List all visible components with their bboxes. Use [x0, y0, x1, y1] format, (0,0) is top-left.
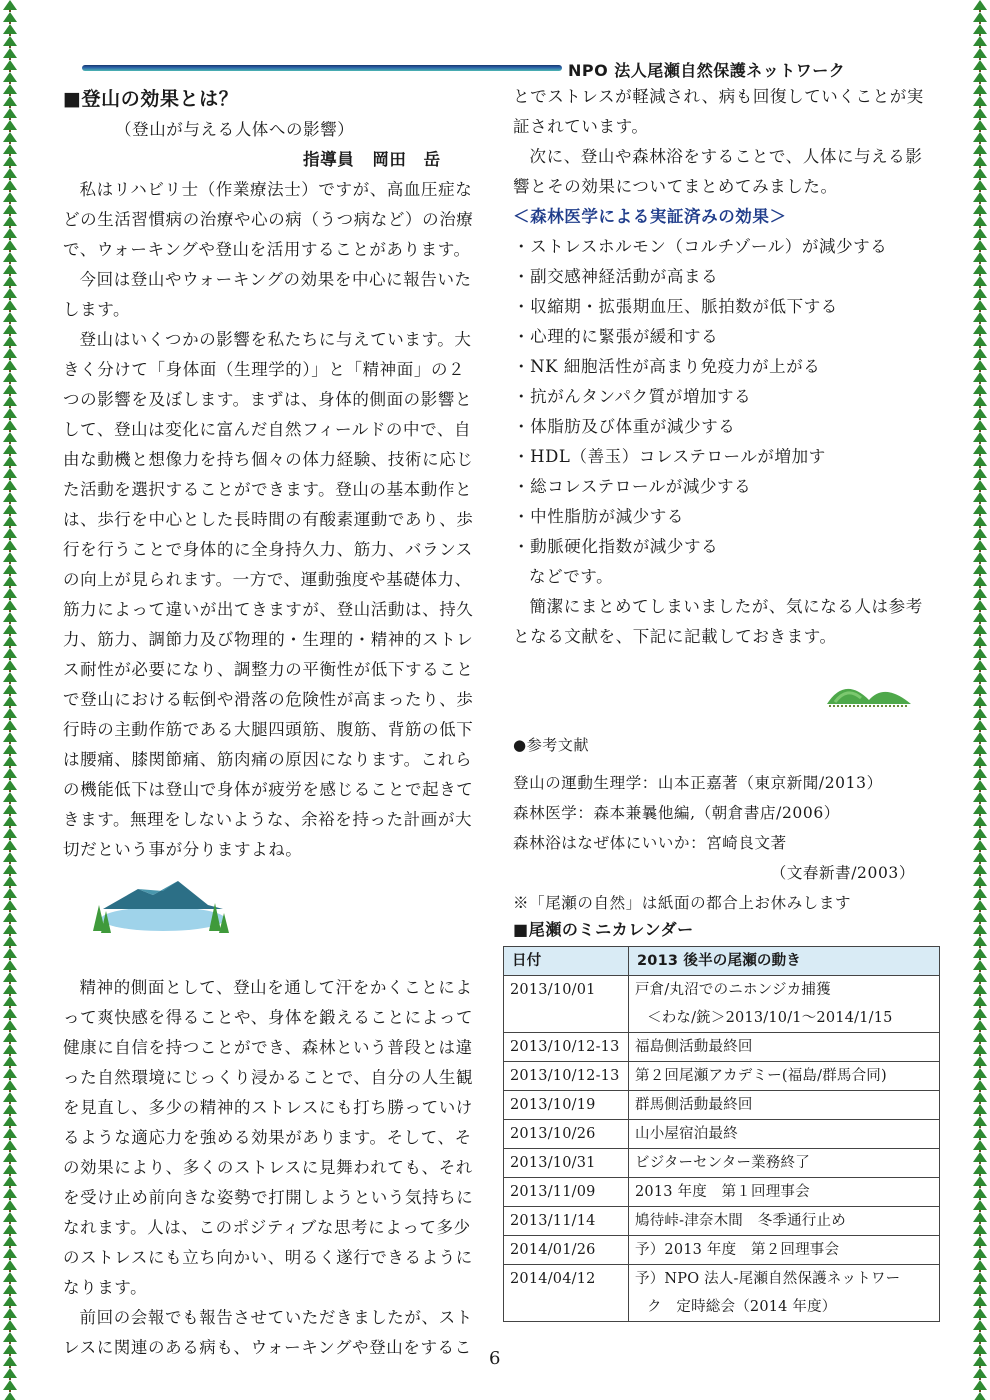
- article-author: [303, 145, 481, 175]
- list-item: ・ストレスホルモン（コルチゾール）が減少する: [513, 237, 888, 256]
- cell-event: ビジターセンター業務終了: [629, 1149, 940, 1178]
- list-item: ・体脂肪及び体重が減少する: [513, 417, 736, 436]
- references-heading: ●参考文献: [513, 736, 590, 754]
- cell-event: 山小屋宿泊最終: [629, 1120, 940, 1149]
- table-row: [504, 1120, 940, 1149]
- column-header-event: 2013 後半の尾瀬の動き: [629, 947, 940, 976]
- paragraph: 簡潔にまとめてしまいましたが、気になる人は参考となる文献を、下記に記載しておきます。: [513, 597, 923, 646]
- event-line: 戸倉/丸沼でのニホンジカ捕獲: [635, 982, 831, 998]
- cell-event: 2013 年度 第１回理事会: [629, 1178, 940, 1207]
- table-row: [504, 1207, 940, 1236]
- cell-date: 2013/11/09: [504, 1178, 629, 1207]
- list-item: ・中性脂肪が減少する: [513, 507, 684, 526]
- table-header-row: [504, 947, 940, 976]
- event-line: 予）NPO 法人-尾瀬自然保護ネットワー: [635, 1271, 901, 1287]
- article-subtitle: （登山が与える人体への影響）: [115, 120, 355, 139]
- cell-date: 2014/01/26: [504, 1236, 629, 1265]
- effects-heading: ＜森林医学による実証済みの効果＞: [513, 207, 787, 226]
- paragraph: 精神的側面として、登山を通して汗をかくことによって爽快感を得ることや、身体を鍛えることによって健康に自信を持つことができ、森林という普段とは違った自然環境にじっくり浸かることで、自分の人生観を見直し、多少の精神的ストレスにも打ち勝っていけるような適応力を強める効果があります。そして、その効果により、多くのストレスに見舞われても、それを受け止め前向きな姿勢で打開しようという気持ちになれます。人は、このポジティブな思考によって多少のストレスにも立ち向かい、明るく遂行できるようになります。: [63, 978, 474, 1297]
- left-tree-border: [2, 0, 18, 1400]
- cell-event: [629, 976, 940, 1033]
- cell-event: 群馬側活動最終回: [629, 1091, 940, 1120]
- cell-date: 2013/10/31: [504, 1149, 629, 1178]
- event-line: ク 定時総会（2014 年度）: [647, 1299, 837, 1315]
- cell-event: 福島側活動最終回: [629, 1033, 940, 1062]
- list-item: ・収縮期・拡張期血圧、脈拍数が低下する: [513, 297, 838, 316]
- author-role: 指導員: [303, 150, 355, 169]
- list-item: ・副交感神経活動が高まる: [513, 267, 719, 286]
- article-title: ■登山の効果とは？: [63, 88, 239, 110]
- mountain-lake-illustration: [83, 875, 233, 935]
- table-row: [504, 1062, 940, 1091]
- table-row: [504, 1236, 940, 1265]
- cell-event: 鳩待峠-津奈木間 冬季通行止め: [629, 1207, 940, 1236]
- cell-date: 2013/10/19: [504, 1091, 629, 1120]
- reference-item: 森林医学：森本兼曩他編,（朝倉書店/2006）: [513, 804, 840, 822]
- mini-calendar-table: [503, 946, 940, 1322]
- table-row: [504, 1033, 940, 1062]
- cell-date: 2013/10/01: [504, 976, 629, 1033]
- right-tree-border: [972, 0, 988, 1400]
- paragraph: 今回は登山やウォーキングの効果を中心に報告いたします。: [63, 270, 472, 319]
- cell-date: 2014/04/12: [504, 1265, 629, 1322]
- reference-item: 森林浴はなぜ体にいいか：宮崎良文著: [513, 834, 787, 852]
- cell-date: 2013/10/12-13: [504, 1062, 629, 1091]
- cell-date: 2013/10/26: [504, 1120, 629, 1149]
- table-row: [504, 1149, 940, 1178]
- paragraph: 登山はいくつかの影響を私たちに与えています。大きく分けて「身体面（生理学的）」と「精神面」の２つの影響を及ぼします。まずは、身体的側面の影響として、登山は変化に富んだ自然フィールドの中で、自由な動機と想像力を持ち個々の体力経験、技術に応じた活動を選択することができます。登山の基本動作とは、歩行を中心とした長時間の有酸素運動であり、歩行を行うことで身体的に全身持久力、筋力、バランスの向上が見られます。一方で、運動強度や基礎体力、筋力によって違いが出てきますが、登山活動は、持久力、筋力、調節力及び物理的・生理的・精神的ストレス耐性が必要になり、調整力の平衡性が低下することで登山における転倒や滑落の危険性が高まったり、歩行時の主動作筋である大腿四頭筋、腹筋、背筋の低下は腰痛、膝関節痛、筋肉痛の原因になります。これらの機能低下は登山で身体が疲労を感じることで起きてきます。無理をしないような、余裕を持った計画が大切だという事が分りますよね。: [63, 330, 474, 859]
- list-item: ・心理的に緊張が緩和する: [513, 327, 719, 346]
- page-number: 6: [489, 1348, 501, 1369]
- cell-event: [629, 1265, 940, 1322]
- paragraph: 私はリハビリ士（作業療法士）ですが、高血圧症などの生活習慣病の治療や心の病（うつ病など）の治療で、ウォーキングや登山を活用することがあります。: [63, 180, 474, 259]
- author-name: 岡田 岳: [372, 150, 441, 169]
- effects-list: [513, 232, 935, 562]
- header-decorative-bar: [82, 65, 562, 71]
- reference-item: 登山の運動生理学：山本正嘉著（東京新聞/2013）: [513, 774, 883, 792]
- event-line: ＜わな/銃＞2013/10/1～2014/1/15: [647, 1010, 893, 1026]
- list-item: ・HDL（善玉）コレステロールが増加す: [513, 447, 826, 466]
- effects-tail: などです。: [529, 567, 614, 586]
- organization-name: NPO 法人尾瀬自然保護ネットワーク: [568, 61, 846, 80]
- notice: ※「尾瀬の自然」は紙面の都合上お休みします: [513, 894, 852, 912]
- list-item: ・NK 細胞活性が高まり免疫力が上がる: [513, 357, 821, 376]
- right-column: [510, 82, 935, 1322]
- cell-event: 予）2013 年度 第２回理事会: [629, 1236, 940, 1265]
- column-header-date: 日付: [504, 947, 629, 976]
- paragraph: 前回の会報でも報告させていただきましたが、ストレスに関連のある病も、ウォーキングや登山をするこ: [63, 1308, 473, 1357]
- green-hills-illustration: [825, 672, 913, 712]
- calendar-heading: ■尾瀬のミニカレンダー: [513, 920, 694, 939]
- table-row: [504, 1091, 940, 1120]
- table-row: [504, 1265, 940, 1322]
- list-item: ・動脈硬化指数が減少する: [513, 537, 719, 556]
- cell-date: 2013/11/14: [504, 1207, 629, 1236]
- table-row: [504, 976, 940, 1033]
- reference-publisher: （文春新書/2003）: [770, 864, 915, 882]
- paragraph-continuation: とでストレスが軽減され、病も回復していくことが実証されています。: [513, 87, 924, 136]
- table-row: [504, 1178, 940, 1207]
- cell-event: 第２回尾瀬アカデミー(福島/群馬合同): [629, 1062, 940, 1091]
- left-column: [63, 85, 481, 1363]
- paragraph: 次に、登山や森林浴をすることで、人体に与える影響とその効果についてまとめてみました。: [513, 147, 923, 196]
- cell-date: 2013/10/12-13: [504, 1033, 629, 1062]
- list-item: ・抗がんタンパク質が増加する: [513, 387, 752, 406]
- list-item: ・総コレステロールが減少する: [513, 477, 752, 496]
